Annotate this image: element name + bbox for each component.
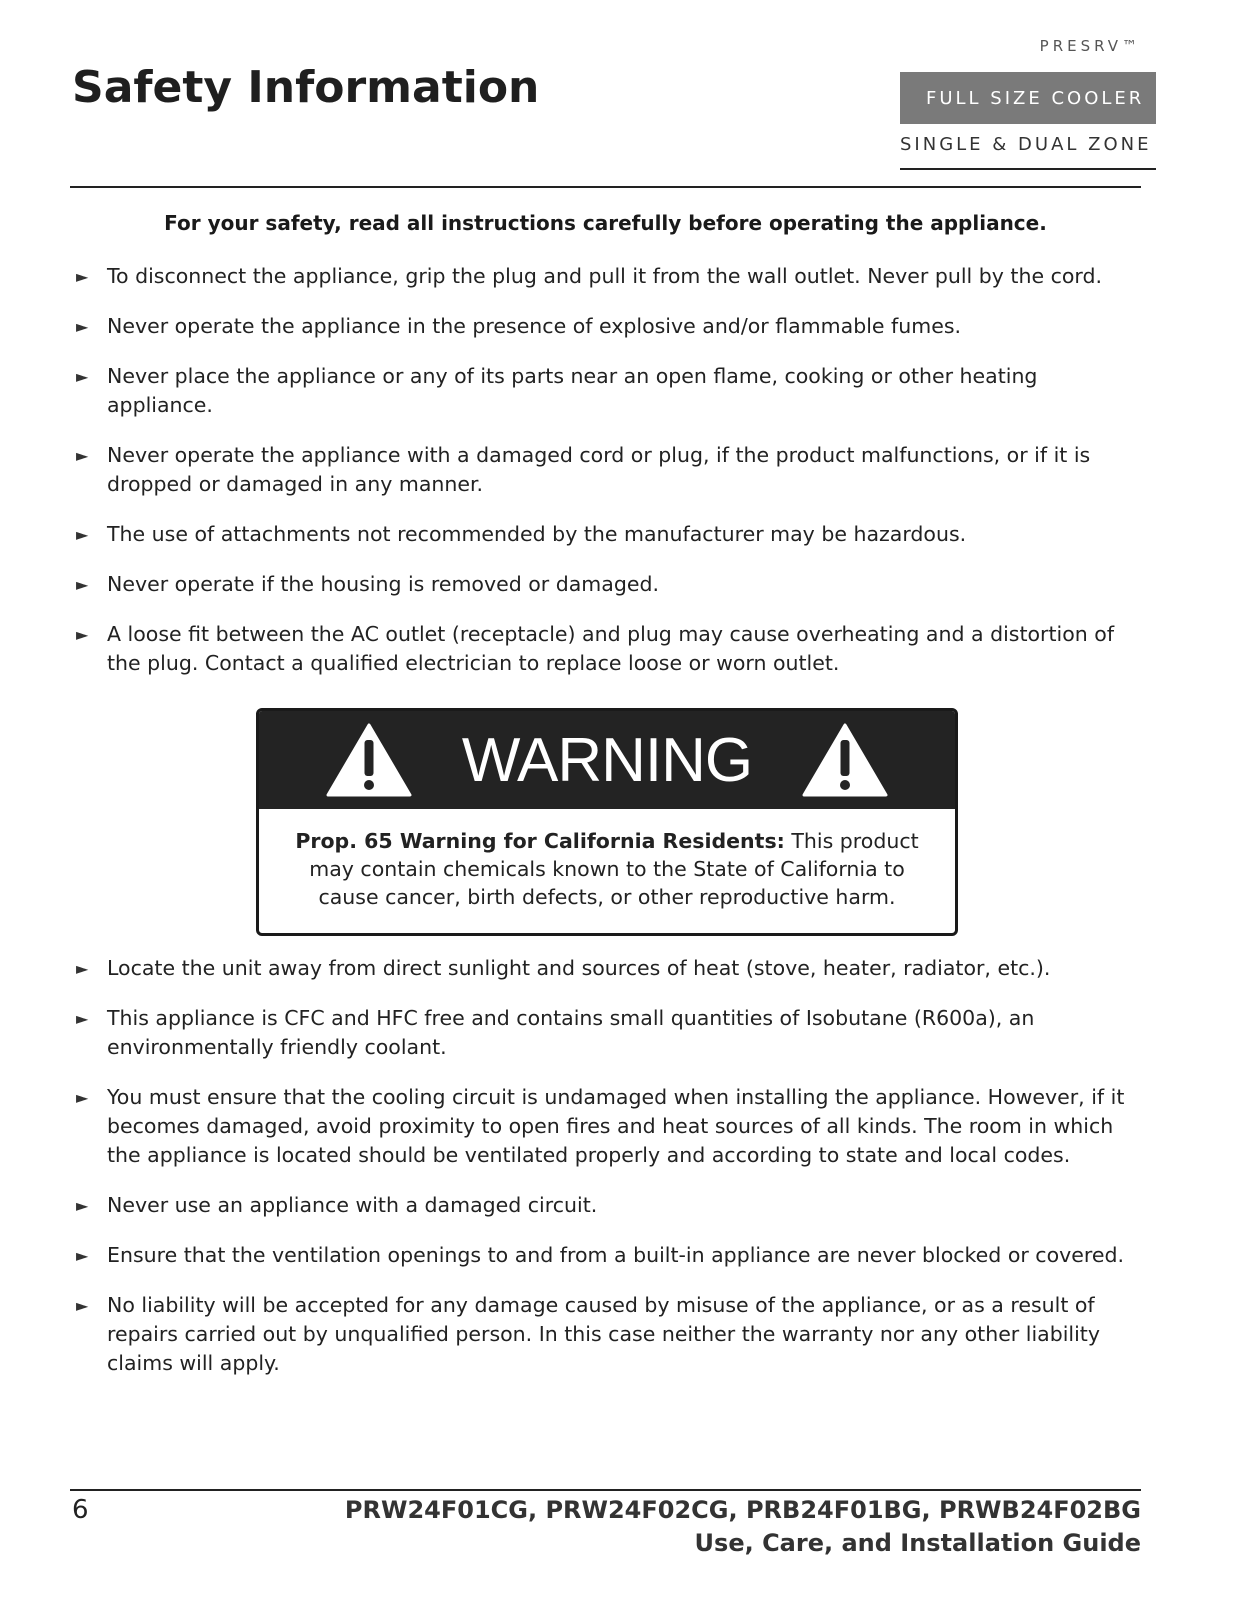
bullet-arrow-icon: ►	[76, 317, 89, 336]
bullet-arrow-icon: ►	[76, 1246, 89, 1265]
list-item: ► Never operate if the housing is removed or damaged.	[76, 570, 1146, 599]
list-item: ► Locate the unit away from direct sunlight and sources of heat (stove, heater, radiator, etc.).	[76, 954, 1146, 983]
footer	[345, 1494, 1141, 1560]
bullet-arrow-icon: ►	[76, 446, 89, 465]
header-divider	[70, 186, 1141, 188]
page-title: Safety Information	[72, 62, 540, 113]
safety-intro: For your safety, read all instructions carefully before operating the appliance.	[164, 211, 1047, 235]
list-item: ► No liability will be accepted for any damage caused by misuse of the appliance, or as a result of repairs carried out by unqualified person. In this case neither the warranty nor any other liability claims will apply.	[76, 1293, 1100, 1375]
bullet-arrow-icon: ►	[76, 625, 89, 644]
prop65-warning-box	[256, 708, 958, 936]
bullet-arrow-icon: ►	[76, 367, 89, 386]
safety-list-bottom	[76, 954, 1146, 1399]
bullet-arrow-icon: ►	[76, 1088, 89, 1107]
footer-divider	[70, 1489, 1141, 1491]
warning-triangle-icon	[326, 722, 412, 798]
bullet-arrow-icon: ►	[76, 959, 89, 978]
product-label: FULL SIZE COOLER	[900, 72, 1156, 124]
warning-header	[259, 711, 955, 809]
list-item: ► Never place the appliance or any of its parts near an open flame, cooking or other heating appliance.	[76, 364, 1038, 417]
warning-lead: Prop. 65 Warning for California Residents:	[295, 829, 785, 853]
zone-label: SINGLE & DUAL ZONE	[900, 134, 1156, 170]
warning-body	[259, 809, 955, 911]
list-item: ► To disconnect the appliance, grip the plug and pull it from the wall outlet. Never pull by the cord.	[76, 262, 1146, 291]
warning-title: WARNING	[461, 725, 753, 795]
warning-triangle-icon	[802, 722, 888, 798]
bullet-arrow-icon: ►	[76, 525, 89, 544]
list-item: ► The use of attachments not recommended by the manufacturer may be hazardous.	[76, 520, 1146, 549]
bullet-arrow-icon: ►	[76, 1196, 89, 1215]
bullet-arrow-icon: ►	[76, 1009, 89, 1028]
list-item: ► Never operate the appliance with a damaged cord or plug, if the product malfunctions, or if it is dropped or damaged in any manner.	[76, 443, 1091, 496]
brand-label: PRESRV™	[1039, 37, 1141, 55]
footer-guide-title: Use, Care, and Installation Guide	[694, 1529, 1141, 1557]
bullet-arrow-icon: ►	[76, 267, 89, 286]
page-number: 6	[72, 1495, 89, 1525]
safety-list-top	[76, 262, 1146, 699]
list-item: ► A loose fit between the AC outlet (receptacle) and plug may cause overheating and a distortion of the plug. Contact a qualified electrician to replace loose or worn outlet.	[76, 622, 1115, 675]
list-item: ► Never use an appliance with a damaged circuit.	[76, 1191, 1146, 1220]
bullet-arrow-icon: ►	[76, 1296, 89, 1315]
list-item: ► Ensure that the ventilation openings to and from a built-in appliance are never blocked or covered.	[76, 1241, 1146, 1270]
footer-models: PRW24F01CG, PRW24F02CG, PRB24F01BG, PRWB24F02BG	[344, 1496, 1141, 1524]
bullet-arrow-icon: ►	[76, 575, 89, 594]
list-item: ► Never operate the appliance in the presence of explosive and/or flammable fumes.	[76, 312, 1146, 341]
list-item: ► This appliance is CFC and HFC free and contains small quantities of Isobutane (R600a), an environmentally friendly coolant.	[76, 1006, 1035, 1059]
list-item: ► You must ensure that the cooling circuit is undamaged when installing the appliance. However, if it becomes damaged, avoid proximity to open fires and heat sources of all kinds. The room in which the appliance is located should be ventilated properly and according to state and local codes.	[76, 1085, 1125, 1167]
warning-text: This product may contain chemicals known to the State of California to cause cancer, birth defects, or other reproductive harm.	[309, 829, 919, 909]
